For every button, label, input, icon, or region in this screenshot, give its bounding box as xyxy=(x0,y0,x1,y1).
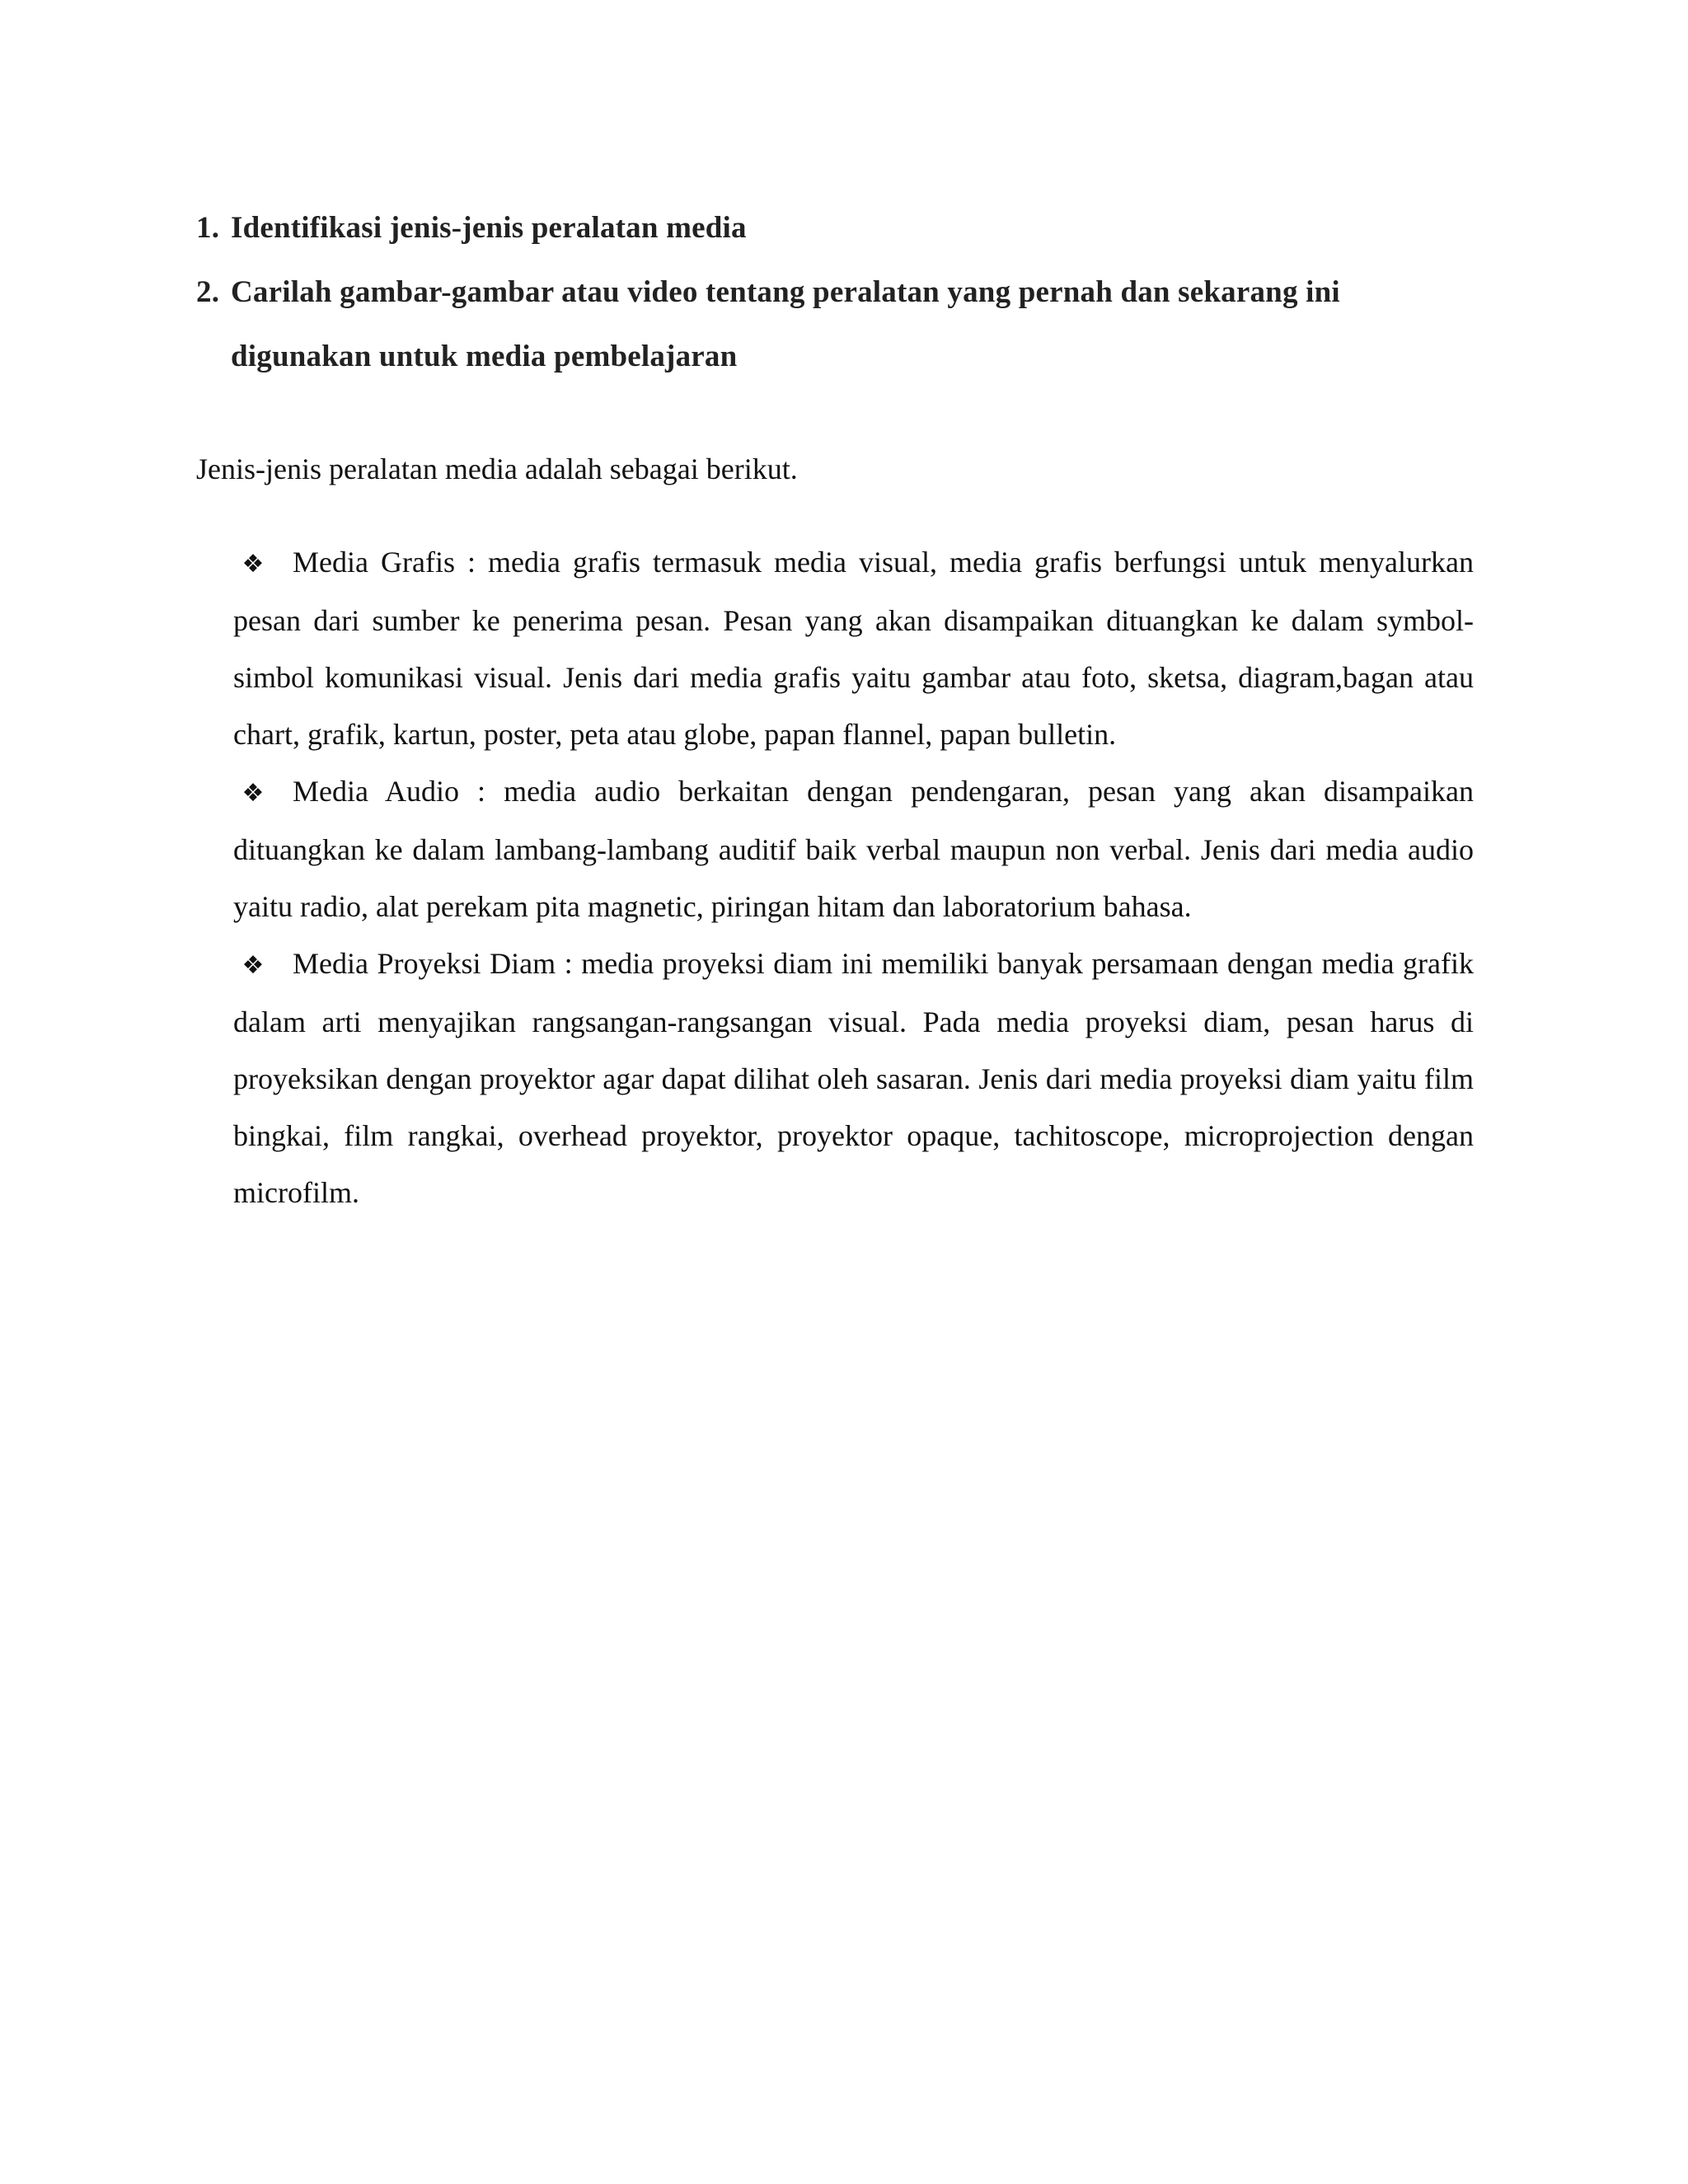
diamond-bullet-icon: ❖ xyxy=(241,779,265,808)
list-item xyxy=(233,763,1474,935)
list-item xyxy=(233,534,1474,763)
list-item-text: Media Proyeksi Diam : media proyeksi diam ini memiliki banyak persamaan dengan media grafik dalam arti menyajikan rangsangan-rangsangan visual. Pada media proyeksi diam, pesan harus di proyeksikan dengan proyektor agar dapat dilihat oleh sasaran. Jenis dari media proyeksi diam yaitu film bingkai, film rangkai, overhead proyektor, proyektor opaque, tachitoscope, microprojection dengan microfilm. xyxy=(233,947,1474,1209)
task-number: 2. xyxy=(196,275,220,309)
list-item-text: Media Audio : media audio berkaitan dengan pendengaran, pesan yang akan disampaikan dituangkan ke dalam lambang-lambang auditif baik verbal maupun non verbal. Jenis dari media audio yaitu radio, alat perekam pita magnetic, piringan hitam dan laboratorium bahasa. xyxy=(233,775,1474,923)
task-number: 1. xyxy=(196,211,220,245)
media-type-list xyxy=(233,534,1474,1221)
intro-paragraph: Jenis-jenis peralatan media adalah sebagai berikut. xyxy=(196,452,798,485)
task-item xyxy=(196,260,1482,389)
list-item xyxy=(233,935,1474,1221)
diamond-bullet-icon: ❖ xyxy=(241,550,265,579)
task-text: Carilah gambar-gambar atau video tentang peralatan yang pernah dan sekarang ini digunakan untuk media pembelajaran xyxy=(231,275,1340,373)
task-item xyxy=(196,196,1482,260)
diamond-bullet-icon: ❖ xyxy=(241,951,265,980)
task-list xyxy=(196,196,1482,389)
task-text: Identifikasi jenis-jenis peralatan media xyxy=(231,211,747,245)
list-item-text: Media Grafis : media grafis termasuk media visual, media grafis berfungsi untuk menyalurkan pesan dari sumber ke penerima pesan. Pesan yang akan disampaikan dituangkan ke dalam symbol-simbol komunikasi visual. Jenis dari media grafis yaitu gambar atau foto, sketsa, diagram,bagan atau chart, grafik, kartun, poster, peta atau globe, papan flannel, papan bulletin. xyxy=(233,546,1474,751)
